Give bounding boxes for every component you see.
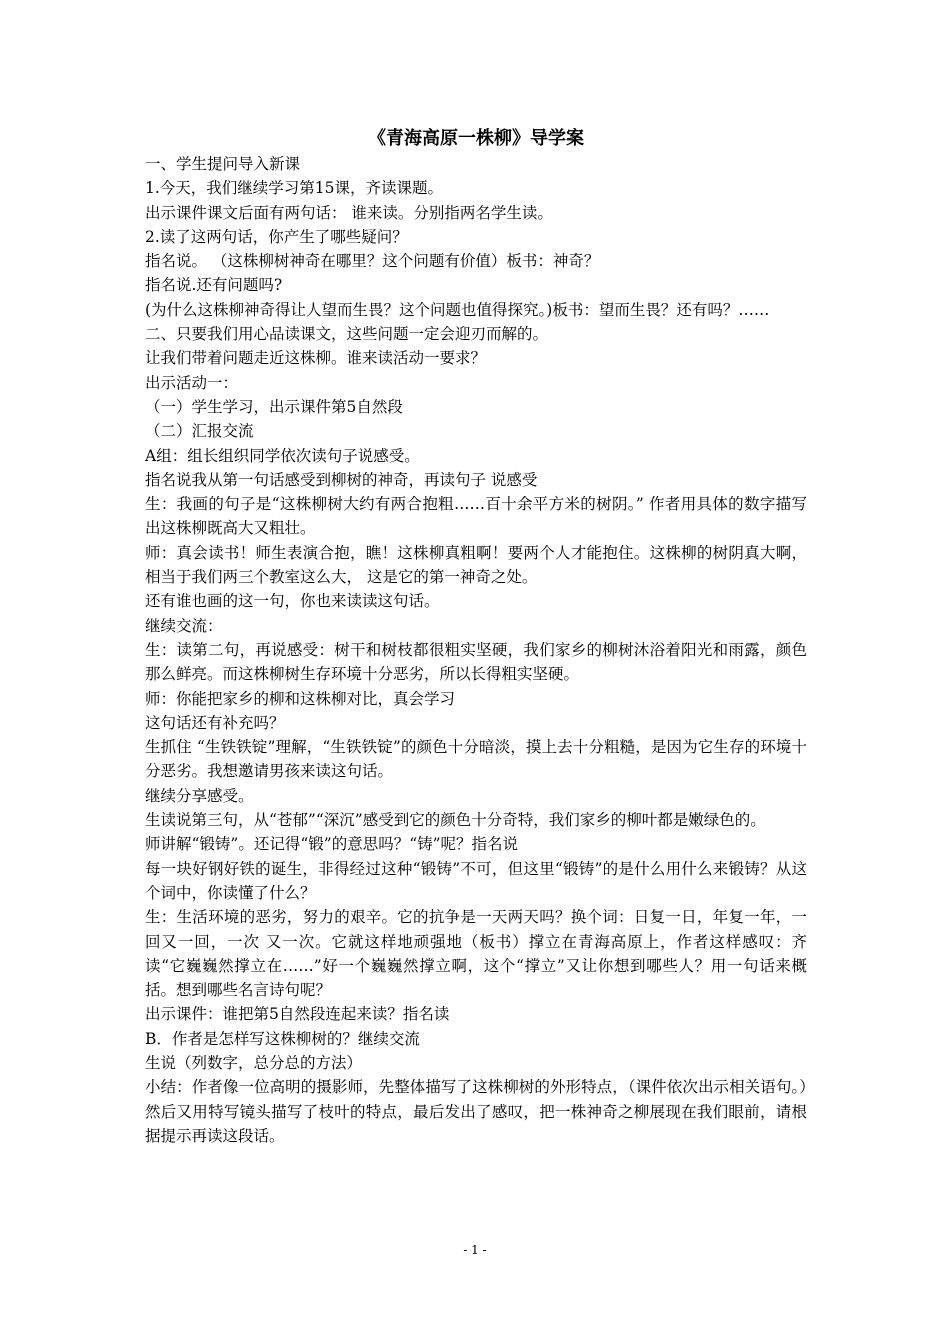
paragraph: 1.今天，我们继续学习第15课，齐读课题。 — [145, 179, 444, 198]
paragraph: 师：你能把家乡的柳和这株柳对比，真会学习 — [145, 689, 456, 708]
paragraph: 指名说我从第一句话感受到柳树的神奇，再读句子 说感受 — [145, 470, 538, 489]
paragraph: 还有谁也画的这一句，你也来读读这句话。 — [145, 592, 440, 611]
paragraph: 小结：作者像一位高明的摄影师，先整体描写了这株柳树的外形特点，（课件依次出示相关语句。）然后又用特写镜头描写了枝叶的特点，最后发出了感叹，把一株神奇之柳展现在我们眼前，请根据提示再读这段话。 — [145, 1078, 807, 1145]
paragraph: 生：我画的句子是“这株柳树大约有两合抱粗……百十余平方米的树阴。” 作者用具体的数字描写出这株柳既高大又粗壮。 — [145, 495, 807, 538]
page-number: - 1 - — [463, 1243, 487, 1257]
paragraph: 指名说.还有问题吗? — [145, 276, 283, 295]
paragraph: 每一块好钢好铁的诞生，非得经过这种“锻铸”不可，但这里“锻铸”的是什么用什么来锻铸？从这个词中，你读懂了什么？ — [145, 859, 807, 902]
paragraph: (为什么这株柳神奇得让人望而生畏？这个问题也值得探究。)板书：望而生畏？还有吗？…… — [145, 300, 770, 319]
paragraph: 这句话还有补充吗？ — [145, 713, 285, 732]
paragraph: 2.读了这两句话，你产生了哪些疑问？ — [145, 227, 408, 246]
paragraph: 生：读第二句，再说感受：树干和树枝都很粗实坚硬，我们家乡的柳树沐浴着阳光和雨露，颜色那么鲜亮。而这株柳树生存环境十分恶劣，所以长得粗实坚硬。 — [145, 640, 807, 684]
document-page — [145, 126, 807, 1148]
paragraph: 出示课件课文后面有两句话： 谁来读。分别指两名学生读。 — [145, 203, 553, 222]
paragraph: A组：组长组织同学依次读句子说感受。 — [145, 446, 420, 465]
paragraph: 继续交流： — [145, 616, 223, 635]
paragraph: 让我们带着问题走近这株柳。谁来读活动一要求？ — [145, 349, 487, 368]
paragraph: （一）学生学习，出示课件第5自然段 — [145, 397, 403, 416]
paragraph: 生：生活环境的恶劣，努力的艰辛。它的抗争是一天两天吗？换个词：日复一日，年复一年，一回又一回，一次 又一次。它就这样地顽强地（板书）撑立在青海高原上，作者这样感叹：齐读“它巍巍然撑立在……”好一个巍巍然撑立啊，这个“撑立”又让你想到哪些人？用一句话来概括。想到哪些名言诗句呢？ — [145, 908, 807, 1000]
paragraph: 生说（列数字，总分总的方法） — [145, 1053, 363, 1072]
paragraph: 出示课件：谁把第5自然段连起来读？指名读 — [145, 1005, 450, 1024]
paragraph: （二）汇报交流 — [145, 422, 254, 441]
paragraph: B．作者是怎样写这株柳树的？继续交流 — [145, 1029, 420, 1048]
paragraph: 师：真会读书！师生表演合抱，瞧！这株柳真粗啊！要两个人才能抱住。这株柳的树阴真大啊， 相当于我们两三个教室这么大， 这是它的第一神奇之处。 — [145, 543, 807, 587]
paragraph: 一、学生提问导入新课 — [145, 155, 301, 173]
paragraph: 二、只要我们用心品读课文，这些问题一定会迎刃而解的。 — [145, 325, 549, 344]
paragraph: 师讲解“锻铸”。还记得“锻”的意思吗？“铸”呢？指名说 — [145, 835, 519, 854]
paragraph: 出示活动一： — [145, 373, 239, 392]
paragraph: 指名说。 （这株柳树神奇在哪里？这个问题有价值）板书：神奇？ — [145, 252, 600, 271]
document-title: 《青海高原一株柳》导学案 — [368, 128, 584, 149]
paragraph: 生抓住 “生铁铁锭”理解，“生铁铁锭”的颜色十分暗淡，摸上去十分粗糙，是因为它生存的环境十分恶劣。我想邀请男孩来读这句话。 — [145, 738, 807, 781]
paragraph: 继续分享感受。 — [145, 786, 254, 805]
document-body — [145, 152, 807, 1148]
paragraph: 生读说第三句，从“苍郁”“深沉”感受到它的颜色十分奇特，我们家乡的柳叶都是嫩绿色的。 — [145, 811, 766, 830]
